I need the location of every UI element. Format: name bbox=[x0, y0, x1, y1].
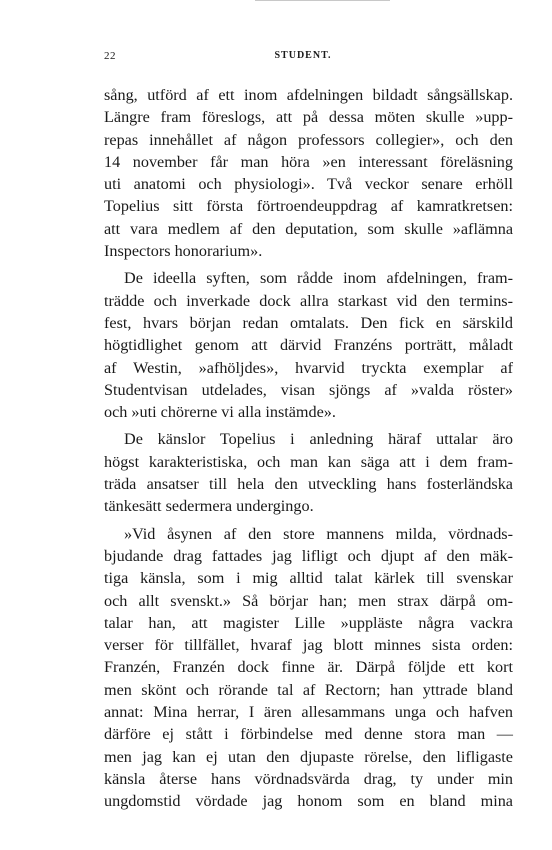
text-line: träda ansatser till hela den utveckling hans fosterländska bbox=[104, 475, 513, 494]
text-line: känsla återse hans vördnadsvärda drag, ty under min bbox=[104, 769, 513, 788]
text-line: 14 november får man höra »en interessant föreläsning bbox=[104, 152, 513, 171]
text-line: ungdomstid vördade jag honom som en bland mina bbox=[104, 792, 513, 811]
text-line: och allt svenskt.» Så börjar han; men strax därpå om- bbox=[104, 591, 513, 610]
text-line: talar han, att magister Lille »uppläste några vackra bbox=[104, 613, 513, 632]
text-line: bjudande drag fattades jag lifligt och djupt af den mäk- bbox=[104, 546, 513, 565]
text-line: repas innehållet af någon professors collegier», och den bbox=[104, 130, 513, 149]
text-line: De känslor Topelius i anledning häraf uttalar äro bbox=[124, 430, 513, 449]
page-number: 22 bbox=[104, 50, 116, 62]
page-header bbox=[90, 50, 516, 66]
text-line: »Vid åsynen af den store mannens milda, vördnads- bbox=[124, 524, 513, 543]
paragraph bbox=[104, 267, 513, 423]
text-line: Studentvisan utdelades, visan sjöngs af »valda röster» bbox=[104, 380, 513, 399]
text-line: fest, hvars början redan omtalats. Den fick en särskild bbox=[104, 313, 513, 332]
text-line: tänkesätt sedermera undergingo. bbox=[104, 497, 314, 516]
top-rule bbox=[255, 0, 390, 1]
text-line: Topelius sitt första förtroendeuppdrag af kamratkretsen: bbox=[104, 197, 513, 216]
text-line: Franzén, Franzén dock finne är. Därpå följde ett kort bbox=[104, 658, 513, 677]
text-line: men skönt och rörande tal af Rectorn; han yttrade bland bbox=[104, 680, 513, 699]
text-line: och »uti chörerne vi alla instämde». bbox=[104, 403, 336, 422]
paragraph bbox=[104, 428, 513, 517]
text-line: trädde och inverkade dock allra starkast vid den termins- bbox=[104, 291, 513, 310]
running-title: STUDENT. bbox=[274, 50, 332, 61]
text-line: högtidlighet genom att därvid Franzéns porträtt, måladt bbox=[104, 336, 513, 355]
text-line: tiga känsla, som i mig alltid talat kärlek till svenskar bbox=[104, 569, 513, 588]
text-line: Inspectors honorarium». bbox=[104, 242, 263, 261]
text-line: därföre ej stått i förbindelse med denne stora man — bbox=[104, 725, 513, 744]
text-line: att vara medlem af den deputation, som skulle »aflämna bbox=[104, 219, 513, 238]
text-line: verser för tillfället, hvaraf jag blott minnes sista orden: bbox=[104, 636, 513, 655]
text-line: af Westin, »afhöljdes», hvarvid tryckta exemplar af bbox=[104, 358, 513, 377]
text-line: högst karakteristiska, och man kan säga att i dem fram- bbox=[104, 452, 513, 471]
text-line: sång, utförd af ett inom afdelningen bildadt sångsällskap. bbox=[104, 86, 513, 104]
paragraph bbox=[104, 523, 513, 813]
text-line: men jag kan ej utan den djupaste rörelse, den lifligaste bbox=[104, 747, 513, 766]
text-line: annat: Mina herrar, I ären allesammans unga och hafven bbox=[104, 703, 513, 722]
body-text bbox=[104, 84, 513, 813]
text-line: De ideella syften, som rådde inom afdelningen, fram- bbox=[124, 269, 513, 288]
text-line: Längre fram föreslogs, att på dessa möten skulle »upp- bbox=[104, 108, 513, 127]
paragraph bbox=[104, 84, 513, 262]
text-line: uti anatomi och physiologi». Två veckor senare erhöll bbox=[104, 175, 513, 194]
